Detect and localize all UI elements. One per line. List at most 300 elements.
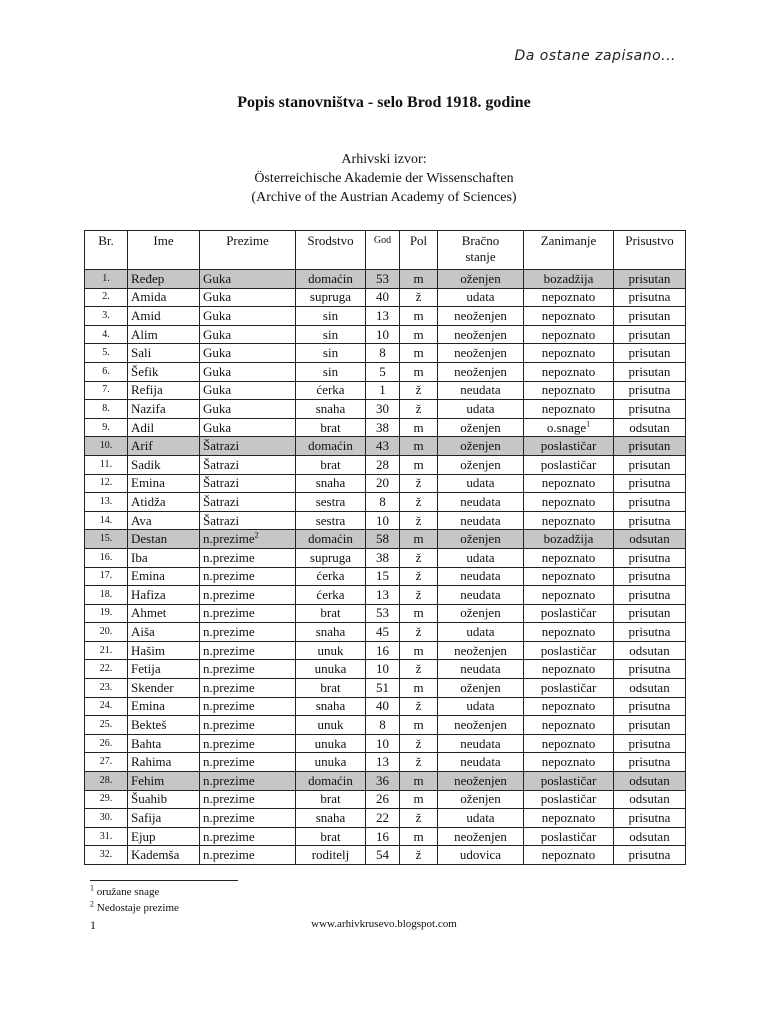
cell-god [366, 679, 400, 698]
cell-srodstvo-text: ćerka [316, 382, 345, 398]
cell-prisustvo [614, 641, 686, 660]
table-row [85, 772, 686, 791]
cell-zanimanje-text: o.snage [546, 419, 587, 435]
cell-god [366, 567, 400, 586]
row-number-text: 6. [102, 365, 110, 377]
cell-ime-text: Arif [131, 438, 153, 454]
cell-ime [128, 307, 200, 326]
cell-god [366, 734, 400, 753]
cell-srodstvo [296, 400, 366, 419]
cell-prezime-text: Šatrazi [203, 475, 240, 491]
cell-god [366, 641, 400, 660]
cell-prezime [200, 418, 296, 437]
cell-prisustvo [614, 474, 686, 493]
cell-zanimanje-text: poslastičar [540, 791, 597, 807]
cell-prezime-text: n.prezime [203, 624, 255, 640]
cell-bracno-stanje [438, 288, 524, 307]
cell-pol [400, 307, 438, 326]
cell-ime-text: Šefik [131, 363, 159, 379]
cell-bracno-stanje [438, 437, 524, 456]
cell-pol-text: m [413, 605, 424, 621]
cell-ime-text: Rahima [131, 754, 172, 770]
cell-prisustvo-text: prisutna [628, 624, 671, 640]
cell-bracno-stanje-text: oženjen [460, 419, 501, 435]
cell-ime-text: Iba [131, 549, 148, 565]
cell-prisustvo [614, 493, 686, 512]
cell-zanimanje [524, 846, 614, 865]
cell-pol [400, 288, 438, 307]
cell-prezime [200, 400, 296, 419]
cell-bracno-stanje [438, 734, 524, 753]
cell-pol [400, 586, 438, 605]
cell-zanimanje [524, 623, 614, 642]
row-number [85, 437, 128, 456]
cell-prisustvo-text: odsutan [629, 531, 670, 547]
cell-god-text: 30 [376, 400, 389, 416]
row-number [85, 455, 128, 474]
source-line-1: Österreichische Akademie der Wissenschaften [254, 171, 514, 186]
col-header-prisustvo: Prisustvo [614, 231, 686, 270]
cell-god-text: 13 [376, 586, 389, 602]
cell-ime [128, 790, 200, 809]
cell-pol-text: m [413, 363, 424, 379]
cell-ime [128, 827, 200, 846]
cell-srodstvo [296, 270, 366, 289]
cell-prezime-text: n.prezime [203, 828, 255, 844]
cell-bracno-stanje [438, 623, 524, 642]
cell-srodstvo-text: brat [320, 679, 341, 695]
cell-bracno-stanje [438, 586, 524, 605]
cell-god [366, 753, 400, 772]
cell-ime-text: Atidža [131, 493, 166, 509]
cell-zanimanje [524, 827, 614, 846]
cell-bracno-stanje [438, 418, 524, 437]
cell-prezime [200, 827, 296, 846]
table-row [85, 548, 686, 567]
cell-prisustvo-text: prisutna [628, 382, 671, 398]
cell-srodstvo [296, 772, 366, 791]
cell-bracno-stanje [438, 716, 524, 735]
cell-srodstvo-text: domaćin [308, 772, 353, 788]
row-number [85, 623, 128, 642]
cell-prisustvo [614, 307, 686, 326]
cell-pol-text: m [413, 307, 424, 323]
cell-prezime [200, 790, 296, 809]
cell-prezime [200, 641, 296, 660]
cell-prezime [200, 586, 296, 605]
footnote-text: Nedostaje prezime [96, 902, 179, 914]
cell-pol-text: ž [415, 289, 422, 305]
cell-prisustvo [614, 772, 686, 791]
cell-god-text: 40 [376, 289, 389, 305]
row-number-text: 1. [102, 272, 110, 284]
table-row [85, 679, 686, 698]
cell-pol-text: m [413, 270, 424, 286]
cell-pol [400, 455, 438, 474]
table-row [85, 753, 686, 772]
row-number-text: 26. [99, 737, 113, 749]
table-row [85, 344, 686, 363]
row-number-text: 14. [99, 514, 113, 526]
cell-ime [128, 400, 200, 419]
cell-god-text: 16 [376, 642, 389, 658]
cell-god-text: 28 [376, 456, 389, 472]
cell-zanimanje [524, 437, 614, 456]
cell-zanimanje [524, 809, 614, 828]
cell-god-text: 8 [379, 493, 386, 509]
cell-bracno-stanje-text: neudata [460, 754, 501, 770]
cell-bracno-stanje-text: udata [466, 289, 495, 305]
cell-prisustvo-text: prisutna [628, 568, 671, 584]
cell-zanimanje-text: nepoznato [541, 847, 596, 863]
footnote-mark: 2 [90, 899, 94, 909]
cell-zanimanje-text: poslastičar [540, 772, 597, 788]
cell-ime-text: Fetija [131, 661, 161, 677]
row-number [85, 586, 128, 605]
cell-srodstvo-text: snaha [315, 400, 346, 416]
cell-god-text: 45 [376, 624, 389, 640]
cell-prezime [200, 270, 296, 289]
source-label: Arhivski izvor: [341, 152, 427, 167]
cell-ime [128, 623, 200, 642]
cell-god [366, 493, 400, 512]
cell-zanimanje-text: nepoznato [541, 400, 596, 416]
cell-pol-text: ž [415, 512, 422, 528]
footnote-text: oružane snage [96, 886, 160, 898]
cell-zanimanje [524, 455, 614, 474]
cell-ime-text: Bahta [131, 735, 162, 751]
cell-god-text: 13 [376, 754, 389, 770]
cell-srodstvo-text: brat [320, 828, 341, 844]
cell-bracno-stanje [438, 790, 524, 809]
cell-pol [400, 493, 438, 512]
cell-prisustvo [614, 381, 686, 400]
cell-zanimanje-text: nepoznato [541, 624, 596, 640]
page-number: 1 [90, 918, 96, 932]
cell-srodstvo [296, 493, 366, 512]
cell-bracno-stanje-text: neudata [460, 735, 501, 751]
cell-god [366, 716, 400, 735]
cell-prezime-text: n.prezime [203, 735, 255, 751]
cell-prezime [200, 511, 296, 530]
cell-srodstvo-text: roditelj [311, 847, 350, 863]
cell-zanimanje-text: poslastičar [540, 642, 597, 658]
cell-prezime [200, 567, 296, 586]
cell-prezime-text: Šatrazi [203, 493, 240, 509]
cell-god [366, 307, 400, 326]
cell-bracno-stanje-text: oženjen [460, 531, 501, 547]
cell-prisustvo-text: prisutna [628, 661, 671, 677]
census-table [84, 230, 686, 865]
cell-prezime-text: n.prezime [203, 586, 255, 602]
cell-pol [400, 548, 438, 567]
cell-ime [128, 660, 200, 679]
cell-zanimanje-text: nepoznato [541, 289, 596, 305]
cell-zanimanje [524, 362, 614, 381]
cell-god-text: 16 [376, 828, 389, 844]
table-row [85, 827, 686, 846]
cell-zanimanje [524, 288, 614, 307]
footnote-2 [90, 900, 179, 916]
cell-bracno-stanje-text: neoženjen [454, 307, 507, 323]
cell-pol-text: ž [415, 475, 422, 491]
cell-pol-text: ž [415, 400, 422, 416]
cell-zanimanje [524, 270, 614, 289]
cell-srodstvo-text: unuk [317, 717, 344, 733]
cell-zanimanje-text: nepoznato [541, 512, 596, 528]
cell-srodstvo-text: brat [320, 419, 341, 435]
cell-god [366, 511, 400, 530]
cell-god [366, 270, 400, 289]
cell-prezime-text: n.prezime [203, 661, 255, 677]
table-row [85, 790, 686, 809]
cell-god [366, 772, 400, 791]
cell-god-text: 38 [376, 419, 389, 435]
row-number [85, 716, 128, 735]
cell-zanimanje-text: nepoznato [541, 568, 596, 584]
cell-prisustvo [614, 511, 686, 530]
cell-bracno-stanje [438, 846, 524, 865]
cell-prezime-text: Guka [203, 382, 232, 398]
cell-bracno-stanje-text: neoženjen [454, 326, 507, 342]
cell-srodstvo-text: sestra [315, 493, 346, 509]
cell-zanimanje [524, 716, 614, 735]
cell-bracno-stanje-text: neudata [460, 661, 501, 677]
cell-ime-text: Amida [131, 289, 167, 305]
cell-god-text: 1 [379, 382, 386, 398]
row-number [85, 753, 128, 772]
table-row [85, 586, 686, 605]
cell-bracno-stanje-text: udata [466, 698, 495, 714]
col-header-pol: Pol [400, 231, 438, 270]
cell-bracno-stanje-text: neoženjen [454, 363, 507, 379]
col-header-srodstvo: Srodstvo [296, 231, 366, 270]
cell-pol-text: m [413, 531, 424, 547]
cell-zanimanje-text: nepoznato [541, 810, 596, 826]
cell-bracno-stanje-text: udata [466, 400, 495, 416]
cell-zanimanje-text: poslastičar [540, 456, 597, 472]
cell-god-text: 10 [376, 661, 389, 677]
cell-zanimanje-text: nepoznato [541, 326, 596, 342]
cell-prezime-text: Guka [203, 400, 232, 416]
cell-zanimanje-text: poslastičar [540, 605, 597, 621]
row-number [85, 270, 128, 289]
cell-pol-text: m [413, 456, 424, 472]
table-header-row [85, 231, 686, 270]
cell-srodstvo-text: brat [320, 456, 341, 472]
cell-zanimanje [524, 548, 614, 567]
cell-prezime [200, 753, 296, 772]
cell-god [366, 809, 400, 828]
cell-god-text: 8 [379, 717, 386, 733]
cell-god-text: 43 [376, 438, 389, 454]
cell-srodstvo-text: domaćin [308, 531, 353, 547]
cell-prisustvo [614, 437, 686, 456]
row-number-text: 11. [99, 458, 113, 470]
table-row [85, 530, 686, 549]
cell-srodstvo-text: ćerka [316, 568, 345, 584]
cell-ime-text: Adil [131, 419, 155, 435]
cell-prisustvo-text: odsutan [629, 828, 670, 844]
cell-srodstvo [296, 697, 366, 716]
cell-srodstvo [296, 344, 366, 363]
cell-pol [400, 400, 438, 419]
cell-pol-text: m [413, 717, 424, 733]
cell-pol [400, 325, 438, 344]
cell-prezime-text: n.prezime [203, 754, 255, 770]
cell-pol-text: ž [415, 847, 422, 863]
cell-ime-text: Bekteš [131, 717, 167, 733]
cell-ime [128, 548, 200, 567]
row-number-text: 16. [99, 551, 113, 563]
cell-pol [400, 772, 438, 791]
cell-god [366, 288, 400, 307]
cell-pol-text: m [413, 679, 424, 695]
cell-ime-text: Ava [131, 512, 152, 528]
row-number [85, 604, 128, 623]
cell-zanimanje [524, 400, 614, 419]
cell-zanimanje [524, 679, 614, 698]
cell-prisustvo [614, 325, 686, 344]
cell-srodstvo [296, 734, 366, 753]
cell-ime-text: Safija [131, 810, 162, 826]
cell-ime [128, 362, 200, 381]
row-number-text: 25. [99, 719, 113, 731]
cell-ime-text: Kademša [131, 847, 180, 863]
cell-god [366, 455, 400, 474]
table-row [85, 400, 686, 419]
row-number [85, 846, 128, 865]
cell-god [366, 827, 400, 846]
cell-prezime-text: n.prezime [203, 605, 255, 621]
cell-prisustvo-text: prisutna [628, 586, 671, 602]
cell-bracno-stanje-text: neoženjen [454, 828, 507, 844]
table-row [85, 455, 686, 474]
cell-god-text: 54 [376, 847, 389, 863]
cell-prezime-text: n.prezime [203, 698, 255, 714]
cell-bracno-stanje [438, 567, 524, 586]
row-number-text: 10. [99, 440, 113, 452]
cell-god [366, 790, 400, 809]
cell-ime-text: Amid [131, 307, 161, 323]
cell-god-text: 53 [376, 605, 389, 621]
row-number [85, 288, 128, 307]
cell-god-text: 26 [376, 791, 389, 807]
cell-prezime [200, 846, 296, 865]
col-header-ime: Ime [128, 231, 200, 270]
cell-bracno-stanje [438, 641, 524, 660]
cell-bracno-stanje [438, 362, 524, 381]
row-number-text: 5. [102, 347, 110, 359]
cell-zanimanje-text: nepoznato [541, 475, 596, 491]
cell-zanimanje [524, 567, 614, 586]
cell-bracno-stanje [438, 548, 524, 567]
source-line-2: (Archive of the Austrian Academy of Sciences) [251, 190, 517, 205]
cell-prezime-text: Guka [203, 307, 232, 323]
cell-bracno-stanje [438, 270, 524, 289]
cell-srodstvo [296, 381, 366, 400]
cell-bracno-stanje [438, 827, 524, 846]
cell-zanimanje-text: nepoznato [541, 493, 596, 509]
cell-srodstvo [296, 437, 366, 456]
cell-prisustvo-text: prisutan [628, 438, 671, 454]
cell-srodstvo [296, 586, 366, 605]
table-row [85, 493, 686, 512]
cell-srodstvo [296, 418, 366, 437]
row-number [85, 344, 128, 363]
table-row [85, 604, 686, 623]
table-row [85, 270, 686, 289]
cell-prezime-text: n.prezime [203, 810, 255, 826]
page-title: Popis stanovništva - selo Brod 1918. godine [237, 94, 531, 111]
cell-srodstvo-text: snaha [315, 810, 346, 826]
cell-prisustvo-text: prisutan [628, 326, 671, 342]
cell-god [366, 437, 400, 456]
row-number-text: 28. [99, 774, 113, 786]
cell-prisustvo-text: prisutna [628, 400, 671, 416]
cell-prisustvo [614, 567, 686, 586]
cell-zanimanje [524, 511, 614, 530]
cell-ime [128, 455, 200, 474]
cell-prezime-text: Šatrazi [203, 438, 240, 454]
cell-prisustvo-text: prisutan [628, 307, 671, 323]
col-header-bracno-line2: stanje [465, 249, 496, 264]
cell-bracno-stanje-text: neudata [460, 493, 501, 509]
cell-srodstvo [296, 846, 366, 865]
cell-srodstvo [296, 307, 366, 326]
cell-srodstvo-text: snaha [315, 475, 346, 491]
cell-bracno-stanje [438, 474, 524, 493]
cell-srodstvo [296, 790, 366, 809]
cell-god-text: 51 [376, 679, 389, 695]
cell-ime [128, 716, 200, 735]
cell-pol-text: m [413, 642, 424, 658]
cell-zanimanje-text: poslastičar [540, 679, 597, 695]
cell-god [366, 604, 400, 623]
cell-god-text: 13 [376, 307, 389, 323]
cell-srodstvo [296, 548, 366, 567]
cell-ime-text: Emina [131, 698, 165, 714]
cell-srodstvo [296, 716, 366, 735]
cell-bracno-stanje-text: oženjen [460, 679, 501, 695]
table-row [85, 418, 686, 437]
row-number [85, 381, 128, 400]
row-number [85, 362, 128, 381]
cell-prezime-text: Guka [203, 345, 232, 361]
row-number [85, 772, 128, 791]
row-number [85, 641, 128, 660]
col-header-prezime: Prezime [200, 231, 296, 270]
row-number-text: 15. [99, 533, 113, 545]
cell-prezime [200, 344, 296, 363]
footnote-ref: 1 [586, 419, 591, 429]
cell-srodstvo-text: supruga [309, 289, 352, 305]
row-number-text: 12. [99, 477, 113, 489]
footnote-1 [90, 884, 179, 900]
cell-bracno-stanje-text: neudata [460, 512, 501, 528]
cell-prezime-text: n.prezime [203, 568, 255, 584]
cell-prisustvo-text: odsutan [629, 679, 670, 695]
cell-prisustvo-text: prisutna [628, 810, 671, 826]
cell-srodstvo-text: snaha [315, 624, 346, 640]
footer-url[interactable]: www.arhivkrusevo.blogspot.com [311, 918, 457, 930]
cell-ime [128, 474, 200, 493]
cell-prisustvo-text: prisutan [628, 363, 671, 379]
cell-prezime [200, 381, 296, 400]
cell-bracno-stanje-text: neudata [460, 586, 501, 602]
cell-prisustvo [614, 604, 686, 623]
cell-ime [128, 381, 200, 400]
